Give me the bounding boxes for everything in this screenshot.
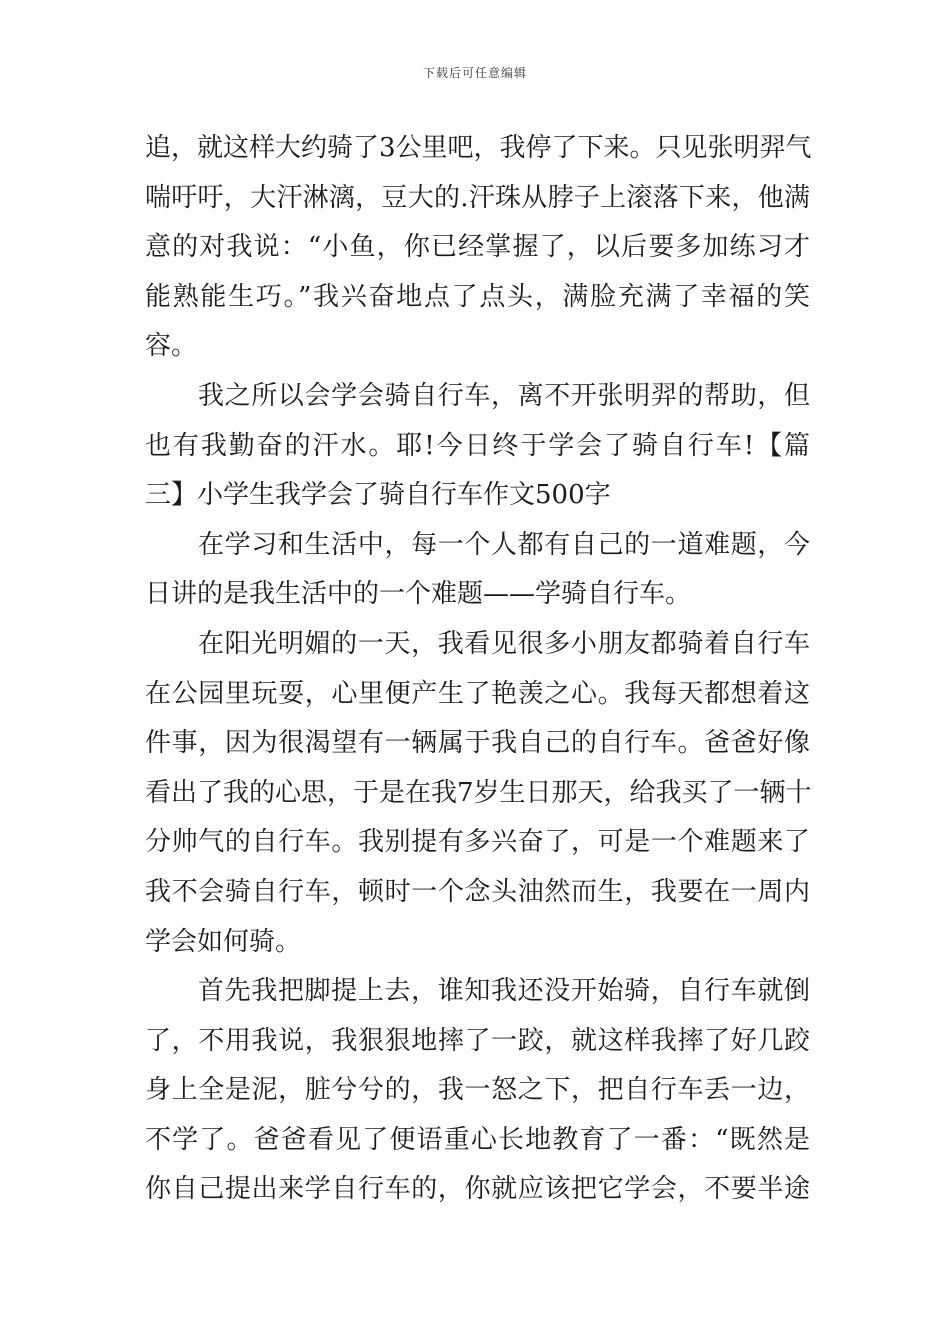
text-line: 不学了。爸爸看见了便语重心长地教育了一番：“既然是 (145, 1124, 810, 1155)
paragraph-first-line: 在阳光明媚的一天，我看见很多小朋友都骑着自行车 (198, 628, 810, 659)
text-line: 件事，因为很渴望有一辆属于我自己的自行车。爸爸好像 (145, 728, 810, 759)
page-header: 下载后可任意编辑 (422, 66, 527, 80)
text-line: 了，不用我说，我狠狠地摔了一跤，就这样我摔了好几跤 (145, 1025, 810, 1056)
paragraph-first-line: 在学习和生活中，每一个人都有自己的一道难题，今 (198, 529, 810, 560)
text-line: 容。 (145, 331, 198, 362)
text-line: 也有我勤奋的汗水。耶!今日终于学会了骑自行车!【篇 (145, 430, 810, 461)
text-line: 我不会骑自行车，顿时一个念头油然而生，我要在一周内 (145, 876, 810, 907)
text-line: 你自己提出来学自行车的，你就应该把它学会，不要半途 (145, 1174, 810, 1205)
text-line: 三】小学生我学会了骑自行车作文500字 (145, 480, 611, 511)
text-line: 分帅气的自行车。我别提有多兴奋了，可是一个难题来了 (145, 827, 810, 858)
text-line: 身上全是泥，脏兮兮的，我一怒之下，把自行车丢一边， (145, 1075, 810, 1106)
paragraph-first-line: 首先我把脚提上去，谁知我还没开始骑，自行车就倒 (198, 976, 810, 1007)
text-line: 意的对我说：“小鱼，你已经掌握了，以后要多加练习才 (145, 232, 810, 263)
text-line: 日讲的是我生活中的一个难题——学骑自行车。 (145, 579, 692, 610)
text-line: 喘吁吁，大汗淋漓，豆大的.汗珠从脖子上滚落下来，他满 (145, 182, 810, 213)
text-line: 学会如何骑。 (145, 926, 302, 957)
document-body (145, 124, 810, 1215)
text-line: 在公园里玩耍，心里便产生了艳羡之心。我每天都想着这 (145, 678, 810, 709)
text-line: 追，就这样大约骑了3公里吧，我停了下来。只见张明羿气 (145, 133, 812, 163)
text-line: 能熟能生巧。”我兴奋地点了点头，满脸充满了幸福的笑 (145, 281, 810, 312)
paragraph-first-line: 我之所以会学会骑自行车，离不开张明羿的帮助，但 (198, 380, 810, 411)
text-line: 看出了我的心思，于是在我7岁生日那天，给我买了一辆十 (145, 777, 812, 808)
